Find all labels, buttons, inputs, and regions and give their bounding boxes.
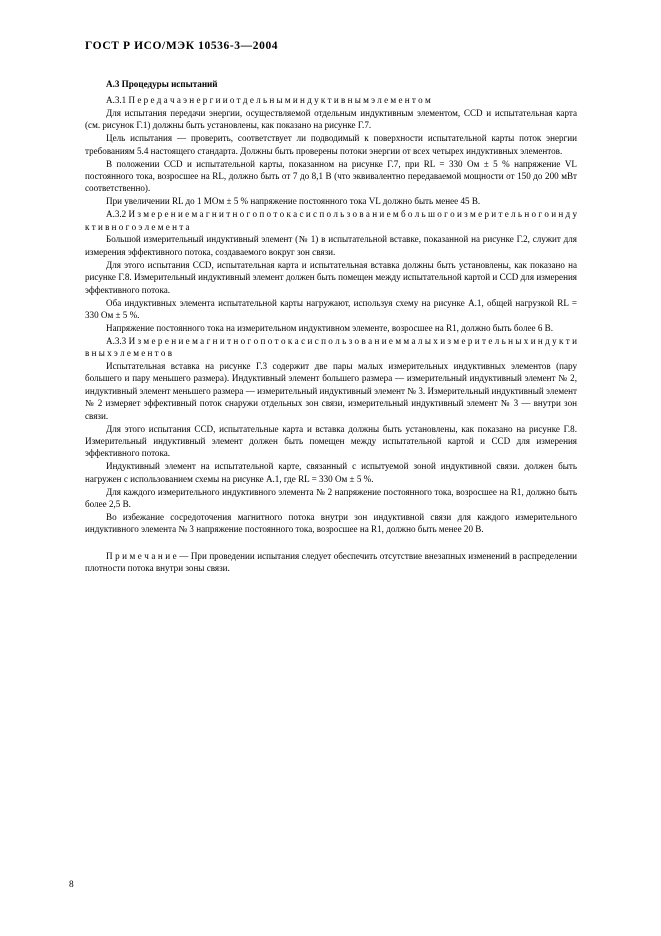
subsection-heading-a32: А.3.2 И з м е р е н и е м а г н и т н о г о п о т о к а с и с п о л ь з о в а н и е м б о л ь ш о г о и з м е р и т е л ь н о г о и н д у к т и в н о г о э л е м е н т а bbox=[85, 209, 577, 232]
paragraph: В положении CCD и испытательной карты, показанном на рисунке Г.7, при RL = 330 Ом ± 5 % напряжение VL постоянного тока, возросшее на RL, должно быть от 7 до 8,1 В (что эквивалентно передаваемой мощности от 150 до 200 мВт соответственно). bbox=[85, 158, 577, 194]
section-title: А.3 Процедуры испытаний bbox=[106, 79, 218, 89]
paragraph: Для этого испытания CCD, испытательная карта и испытательная вставка должны быть установлены, как показано на рисунке Г.8. Измерительный индуктивный элемент должен быть помещен между испытательной картой и CCD для измерения эффективного потока. bbox=[85, 259, 577, 295]
paragraph: Цель испытания — проверить, соответствует ли подводимый к поверхности испытательной карты поток энергии требованиям 5.4 настоящего стандарта. Должны быть проверены потоки энергии от всех четырех индуктивных элементов. bbox=[85, 133, 577, 156]
paragraph: Для испытания передачи энергии, осуществляемой отдельным индуктивным элементом, CCD и испытательная карта (см. рисунок Г.1) должны быть установлены, как показано на рисунке Г.7. bbox=[85, 107, 577, 131]
paragraph: Большой измерительный индуктивный элемент (№ 1) в испытательной вставке, показанной на рисунке Г.2, служит для измерения эффективного потока, создаваемого вокруг зон связи. bbox=[85, 234, 577, 257]
paragraph: Оба индуктивных элемента испытательной карты нагружают, используя схему на рисунке А.1, общей нагрузкой RL = 330 Ом ± 5 %. bbox=[85, 297, 577, 320]
paragraph: Напряжение постоянного тока на измерительном индуктивном элементе, возросшее на R1, должно быть более 6 В. bbox=[106, 322, 554, 333]
page-header: ГОСТ Р ИСО/МЭК 10536-3—2004 bbox=[85, 40, 279, 52]
page-number: 8 bbox=[69, 880, 74, 890]
paragraph: При увеличении RL до 1 МОм ± 5 % напряжение постоянного тока VL должно быть менее 45 В. bbox=[106, 196, 481, 207]
subsection-heading-a31: А.3.1 П е р е д а ч а э н е р г и и о т д е л ь н ы м и н д у к т и в н ы м э л е м е н т о м bbox=[106, 95, 431, 105]
paragraph: Для каждого измерительного индуктивного элемента № 2 напряжение постоянного тока, возросшее на R1, должно быть более 2,5 В. bbox=[85, 486, 577, 509]
page-content bbox=[85, 78, 577, 575]
note-paragraph: П р и м е ч а н и е — При проведении испытания следует обеспечить отсутствие внезапных изменений в распределении плотности потока внутри зоны связи. bbox=[85, 550, 577, 574]
paragraph: Испытательная вставка на рисунке Г.3 содержит две пары малых измерительных индуктивных элементов (пару большего и пару меньшего размера). Индуктивный элемент большего размера — измерительный индуктивный элемент № 2, индуктивный элемент меньшего размера — измерительный индуктивный элемент № 3. Измерительный индуктивный элемент № 2 измеряет эффективный поток снаружи отдельных зон связи, измерительный индуктивный элемент № 3 — внутри зон связи. bbox=[85, 361, 577, 421]
paragraph: Для этого испытания CCD, испытательные карта и вставка должны быть установлены, как показано на рисунке Г.8. Измерительный индуктивный элемент должен быть помещен между испытательной картой и CCD для измерения эффективного потока. bbox=[85, 423, 577, 459]
subsection-heading-a33: А.3.3 И з м е р е н и е м а г н и т н о г о п о т о к а с и с п о л ь з о в а н и е м м а л ы х и з м е р и т е л ь н ы х и н д у к т и в н ы х э л е м е н т о в bbox=[85, 335, 577, 359]
paragraph: Во избежание сосредоточения магнитного потока внутри зон индуктивной связи для каждого измерительного индуктивного элемента № 3 напряжение постоянного тока, возросшее на R1, должно быть менее 20 В. bbox=[85, 511, 577, 535]
paragraph: Индуктивный элемент на испытательной карте, связанный с испытуемой зоной индуктивной связи. должен быть нагружен с использованием схемы на рисунке А.1, где RL = 330 Ом ± 5 %. bbox=[85, 461, 577, 484]
